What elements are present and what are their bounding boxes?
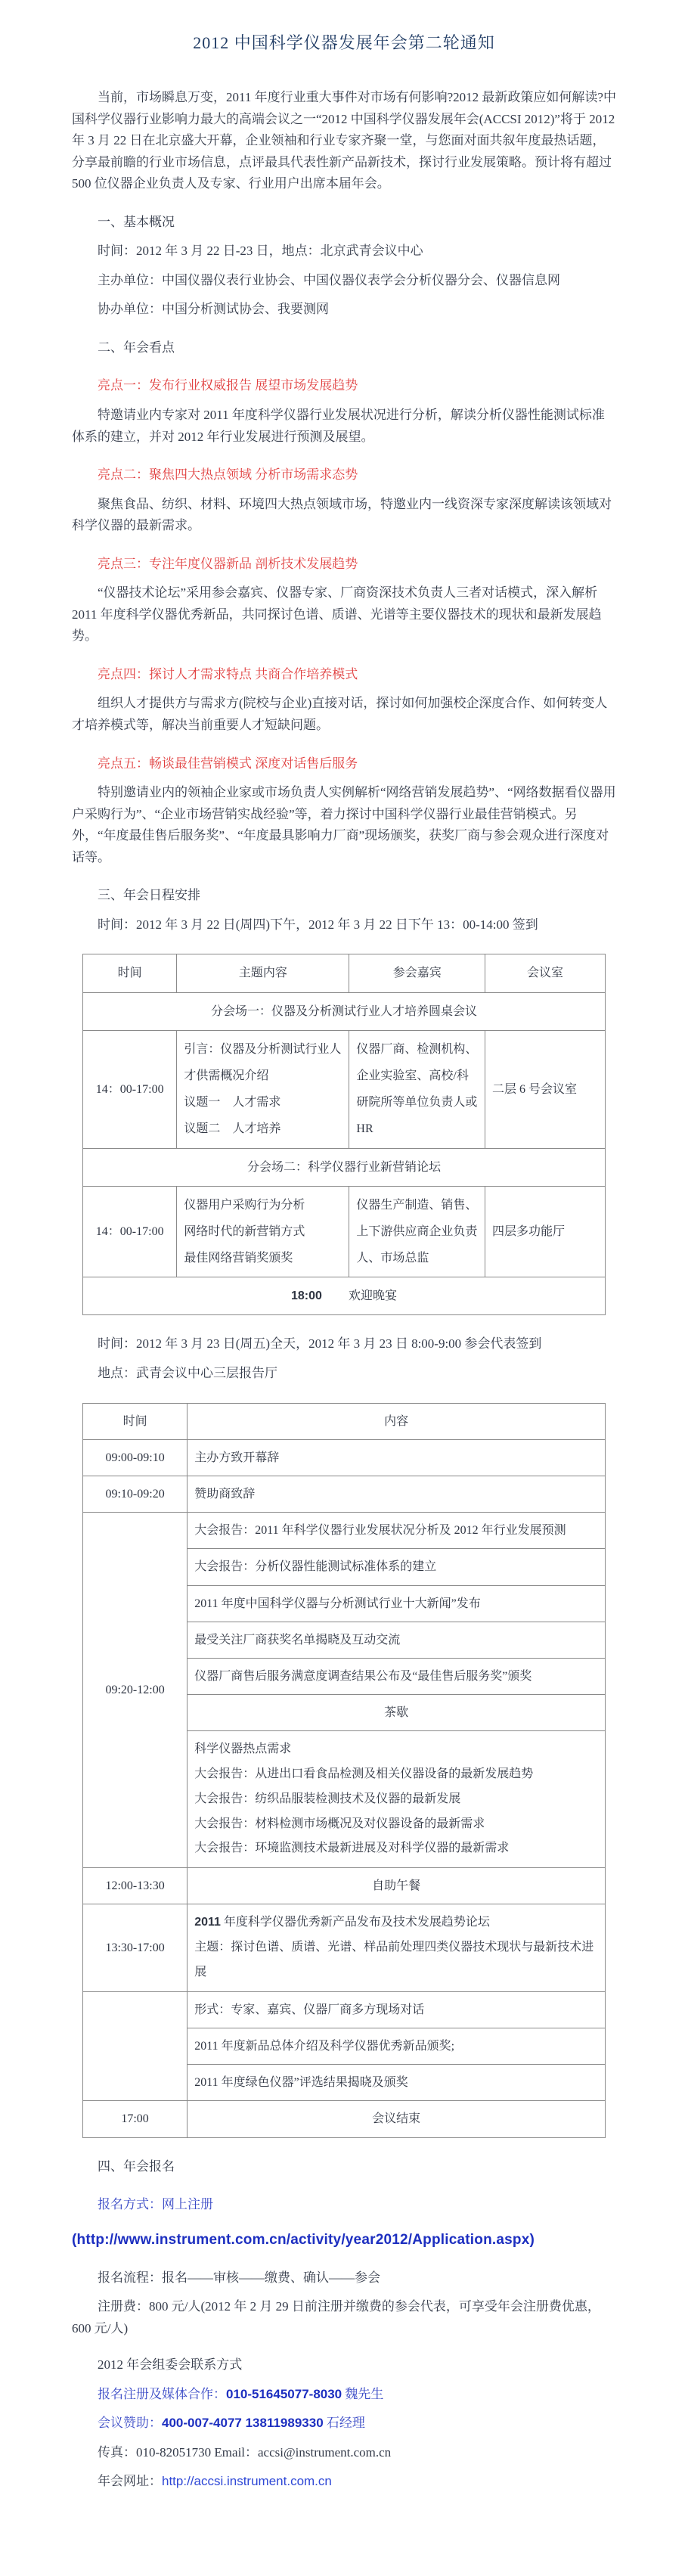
highlight-4-title: 亮点四：探讨人才需求特点 共商合作培养模式 bbox=[98, 666, 358, 681]
header-cell-guests: 参会嘉宾 bbox=[349, 954, 485, 992]
sponsor-contact-name: 石经理 bbox=[323, 2416, 365, 2431]
forum-detail-row bbox=[83, 1991, 606, 2028]
section-1-heading: 一、基本概况 bbox=[98, 214, 175, 229]
row-content: 2011 年度绿色仪器”评选结果揭晓及颁奖 bbox=[187, 2065, 606, 2101]
registration-contact-line bbox=[72, 2384, 616, 2406]
time-place-line: 时间：2012 年 3 月 22 日-23 日，地点：北京武青会议中心 bbox=[98, 244, 423, 259]
row-content: 赞助商致辞 bbox=[187, 1476, 606, 1512]
end-row bbox=[83, 2101, 606, 2137]
sponsor-phone: 400-007-4077 13811989330 bbox=[162, 2416, 324, 2431]
row-content: 形式：专家、嘉宾、仪器厂商多方现场对话 bbox=[187, 1991, 606, 2028]
highlight-1-title: 亮点一：发布行业权威报告 展望市场发展趋势 bbox=[98, 378, 358, 393]
agenda-row bbox=[83, 1439, 606, 1476]
website-label: 年会网址： bbox=[98, 2474, 162, 2489]
section-3-heading: 三、年会日程安排 bbox=[98, 888, 200, 903]
forum-title-line bbox=[194, 1910, 598, 1935]
session-1-row bbox=[83, 992, 606, 1030]
day1-time-line: 时间：2012 年 3 月 22 日(周四)下午，2012 年 3 月 22 日下午 13：00-14:00 签到 bbox=[98, 917, 538, 932]
fee-line: 注册费：800 元/人(2012 年 2 月 29 日前注册并缴费的参会代表，可享受年会注册费优惠，600 元/人) bbox=[72, 2299, 600, 2335]
session-2-guests: 仪器生产制造、销售、上下游供应商企业负责人、市场总监 bbox=[349, 1186, 485, 1277]
row-content: 大会报告：分析仪器性能测试标准体系的建立 bbox=[187, 1549, 606, 1585]
section-2-heading: 二、年会看点 bbox=[98, 340, 175, 355]
topic-line: 网络时代的新营销方式 bbox=[184, 1224, 305, 1238]
topic-line: 议题二 人才培养 bbox=[184, 1122, 281, 1136]
day2-time-line: 时间：2012 年 3 月 23 日(周五)全天，2012 年 3 月 23 日 8:00-9:00 参会代表签到 bbox=[98, 1336, 542, 1352]
committee-contact-heading: 2012 年会组委会联系方式 bbox=[98, 2357, 243, 2373]
empty-time-cell bbox=[83, 1991, 187, 2101]
host-line: 主办单位：中国仪器仪表行业协会、中国仪器仪表学会分析仪器分会、仪器信息网 bbox=[98, 272, 560, 287]
topic-line: 引言：仪器及分析测试行业人才供需概况介绍 bbox=[184, 1042, 342, 1082]
section-4-heading: 四、年会报名 bbox=[98, 2159, 175, 2174]
hot-demand-line: 大会报告：环境监测技术最新进展及对科学仪器的最新需求 bbox=[194, 1842, 510, 1855]
session-2-room: 四层多功能厅 bbox=[485, 1186, 606, 1277]
row-time: 09:10-09:20 bbox=[83, 1476, 187, 1512]
header-cell-content: 内容 bbox=[187, 1403, 606, 1439]
highlight-5-body: 特别邀请业内的领袖企业家或市场负责人实例解析“网络营销发展趋势”、“网络数据看仪器用户采购行为”、“企业市场营销实战经验”等，着力探讨中国科学仪器行业最佳营销模式。另外，“年度最佳售后服务奖”、“年度最具影响力厂商”现场颁奖，获奖厂商与参会观众进行深度对话等。 bbox=[72, 785, 616, 864]
hot-demand-line: 大会报告：从进出口看食品检测及相关仪器设备的最新发展趋势 bbox=[194, 1768, 534, 1781]
forum-title-rest: 年度科学仪器优秀新产品发布及技术发展趋势论坛 bbox=[220, 1916, 490, 1929]
header-cell-time: 时间 bbox=[83, 954, 177, 992]
highlight-4-body: 组织人才提供方与需求方(院校与企业)直接对话，探讨如何加强校企深度合作、如何转变人才培养模式等，解决当前重要人才短缺问题。 bbox=[72, 696, 608, 733]
topic-line: 议题一 人才需求 bbox=[184, 1096, 281, 1110]
agenda-row bbox=[83, 1513, 606, 1549]
morning-time: 09:20-12:00 bbox=[83, 1513, 187, 1868]
table-header-row bbox=[83, 1403, 606, 1439]
lunch-cell: 自助午餐 bbox=[187, 1868, 606, 1904]
table-header-row bbox=[83, 954, 606, 992]
end-cell: 会议结束 bbox=[187, 2101, 606, 2137]
header-cell-topic: 主题内容 bbox=[177, 954, 349, 992]
lunch-row bbox=[83, 1868, 606, 1904]
website-line bbox=[72, 2471, 616, 2493]
registration-contact-name: 魏先生 bbox=[342, 2386, 384, 2401]
sponsor-contact-line bbox=[72, 2413, 616, 2435]
registration-contact-label: 报名注册及媒体合作： bbox=[98, 2386, 226, 2401]
forum-year: 2011 bbox=[194, 1916, 221, 1929]
highlight-3-title: 亮点三：专注年度仪器新品 剖析技术发展趋势 bbox=[98, 556, 358, 571]
tea-break-cell: 茶歇 bbox=[187, 1695, 606, 1731]
dinner-row bbox=[83, 1277, 606, 1315]
session-1-topics bbox=[177, 1030, 349, 1148]
hot-demand-line: 大会报告：纺织品服装检测技术及仪器的最新发展 bbox=[194, 1792, 461, 1805]
afternoon-forum-row bbox=[83, 1904, 606, 1991]
signup-method-line: 报名方式：网上注册 bbox=[98, 2197, 213, 2212]
highlight-1-body: 特邀请业内专家对 2011 年度科学仪器行业发展状况进行分析，解读分析仪器性能测试标准体系的建立，并对 2012 年行业发展进行预测及展望。 bbox=[72, 408, 605, 444]
row-content: 2011 年度中国科学仪器与分析测试行业十大新闻”发布 bbox=[187, 1585, 606, 1622]
cohost-line: 协办单位：中国分析测试协会、我要测网 bbox=[98, 302, 329, 317]
afternoon-forum-cell bbox=[187, 1904, 606, 1991]
header-cell-time: 时间 bbox=[83, 1403, 187, 1439]
row-content: 主办方致开幕辞 bbox=[187, 1439, 606, 1476]
session-1-detail-row bbox=[83, 1030, 606, 1148]
row-content: 大会报告：2011 年科学仪器行业发展状况分析及 2012 年行业发展预测 bbox=[187, 1513, 606, 1549]
dinner-label: 欢迎晚宴 bbox=[349, 1290, 398, 1303]
hot-demand-line: 科学仪器热点需求 bbox=[194, 1743, 292, 1756]
row-time: 09:00-09:10 bbox=[83, 1439, 187, 1476]
dinner-cell bbox=[83, 1277, 606, 1315]
topic-line: 仪器用户采购行为分析 bbox=[184, 1198, 305, 1212]
row-content: 2011 年度新品总体介绍及科学仪器优秀新品颁奖; bbox=[187, 2028, 606, 2065]
highlight-2-body: 聚焦食品、纺织、材料、环境四大热点领域市场，特邀业内一线资深专家深度解读该领域对科学仪器的最新需求。 bbox=[72, 496, 612, 533]
dinner-time: 18:00 bbox=[290, 1290, 322, 1303]
page-title: 2012 中国科学仪器发展年会第二轮通知 bbox=[193, 33, 495, 52]
session-2-topics bbox=[177, 1186, 349, 1277]
intro-paragraph: 当前，市场瞬息万变，2011 年度行业重大事件对市场有何影响?2012 最新政策应如何解读?中国科学仪器行业影响力最大的高端会议之一“2012 中国科学仪器发展年会(ACCSI 2012)”将于 2012 年 3 月 22 日在北京盛大开幕，企业领袖和行业专家齐聚一堂，与您面对面共叙年度最热话题，分享最前瞻的行业市场信息，点评最具代表性新产品新技术，探讨行业发展策略。预计将有超过 500 位仪器企业负责人及专家、行业用户出席本届年会。 bbox=[72, 90, 616, 191]
session-2-detail-row bbox=[83, 1186, 606, 1277]
row-time: 12:00-13:30 bbox=[83, 1868, 187, 1904]
topic-line: 最佳网络营销奖颁奖 bbox=[184, 1252, 293, 1265]
session-1-time: 14：00-17:00 bbox=[83, 1030, 177, 1148]
session-2-row bbox=[83, 1148, 606, 1186]
registration-phone: 010-51645077-8030 bbox=[226, 2386, 342, 2401]
session-1-guests: 仪器厂商、检测机构、企业实验室、高校/科研院所等单位负责人或 HR bbox=[349, 1030, 485, 1148]
row-time: 17:00 bbox=[83, 2101, 187, 2137]
sponsor-contact-label: 会议赞助： bbox=[98, 2416, 162, 2431]
agenda-row bbox=[83, 1476, 606, 1512]
row-time: 13:30-17:00 bbox=[83, 1904, 187, 1991]
document-body bbox=[72, 30, 616, 2493]
row-content: 最受关注厂商获奖名单揭晓及互动交流 bbox=[187, 1622, 606, 1658]
website-url-link[interactable]: http://accsi.instrument.com.cn bbox=[162, 2474, 332, 2489]
session-1-room: 二层 6 号会议室 bbox=[485, 1030, 606, 1148]
session-2-time: 14：00-17:00 bbox=[83, 1186, 177, 1277]
signup-process-line: 报名流程：报名——审核——缴费、确认——参会 bbox=[98, 2270, 380, 2285]
session-2-title: 分会场二：科学仪器行业新营销论坛 bbox=[83, 1148, 606, 1186]
hot-demand-cell bbox=[187, 1731, 606, 1868]
day1-agenda-table bbox=[82, 954, 606, 1315]
day2-place-line: 地点：武青会议中心三层报告厅 bbox=[98, 1366, 277, 1381]
row-content: 仪器厂商售后服务满意度调查结果公布及“最佳售后服务奖”颁奖 bbox=[187, 1658, 606, 1694]
session-1-title: 分会场一：仪器及分析测试行业人才培养圆桌会议 bbox=[83, 992, 606, 1030]
fax-email-line: 传真：010-82051730 Email：accsi@instrument.com.cn bbox=[98, 2444, 392, 2460]
highlight-3-body: “仪器技术论坛”采用参会嘉宾、仪器专家、厂商资深技术负责人三者对话模式，深入解析 2011 年度科学仪器优秀新品，共同探讨色谱、质谱、光谱等主要仪器技术的现状和最新发展趋势。 bbox=[72, 585, 602, 644]
day2-agenda-table bbox=[82, 1403, 606, 2138]
highlight-2-title: 亮点二：聚焦四大热点领域 分析市场需求态势 bbox=[98, 467, 358, 483]
application-url-link[interactable]: (http://www.instrument.com.cn/activity/year2012/Application.aspx) bbox=[72, 2231, 535, 2248]
hot-demand-line: 大会报告：材料检测市场概况及对仪器设备的最新需求 bbox=[194, 1817, 485, 1830]
forum-theme-line: 主题：探讨色谱、质谱、光谱、样品前处理四类仪器技术现状与最新技术进展 bbox=[194, 1941, 594, 1979]
header-cell-room: 会议室 bbox=[485, 954, 606, 992]
highlight-5-title: 亮点五：畅谈最佳营销模式 深度对话售后服务 bbox=[98, 756, 358, 771]
